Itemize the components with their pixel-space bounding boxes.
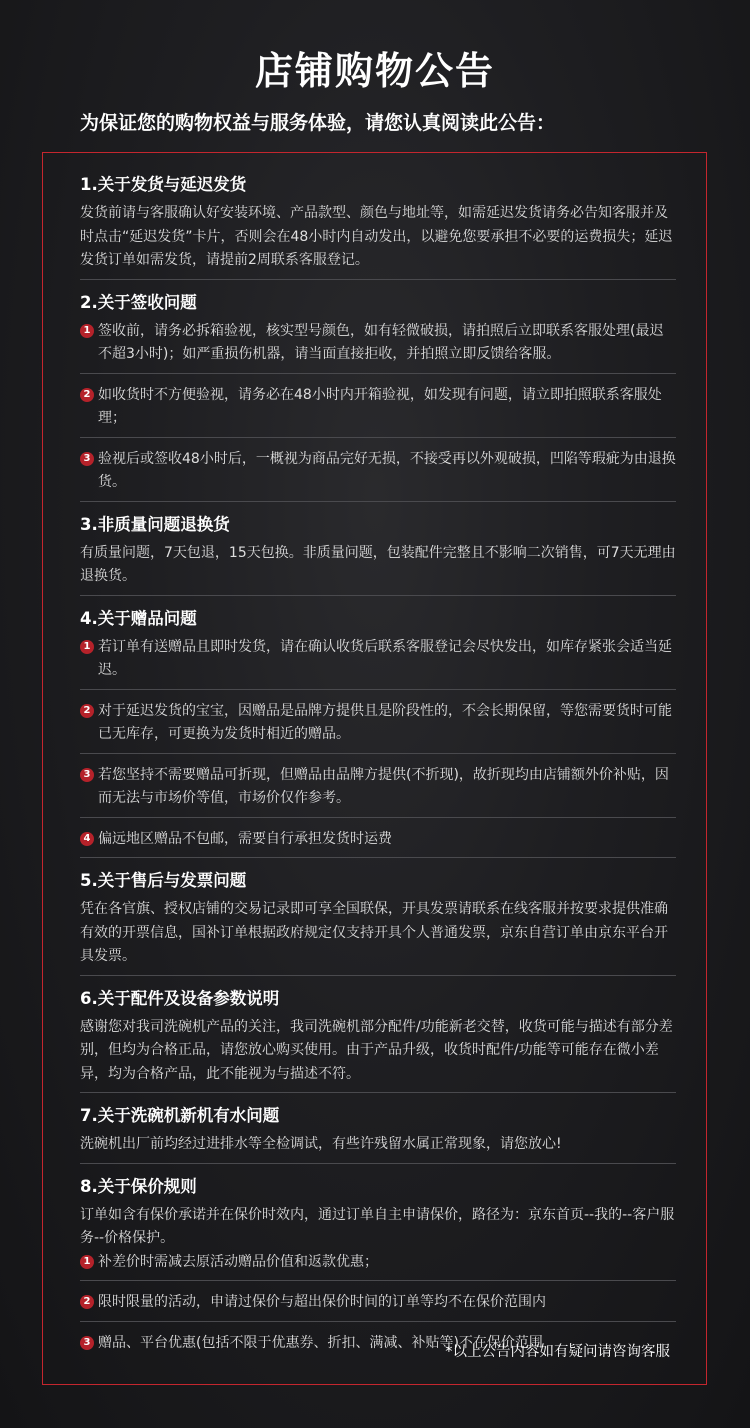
list-item-text: 赠品、平台优惠(包括不限于优惠券、折扣、满减、补贴等)不在保价范围	[98, 1334, 543, 1351]
number-badge-icon: 3	[80, 1336, 94, 1350]
number-badge-icon: 1	[80, 1255, 94, 1269]
page-title: 店铺购物公告	[254, 49, 495, 93]
list-item-text: 若您坚持不需要赠品可折现，但赠品由品牌方提供(不折现)，故折现均由店铺额外价补贴，因而无法与市场价等值，市场价仅作参考。	[98, 766, 669, 806]
section-title: 8.关于保价规则	[80, 1176, 197, 1196]
notice-content	[80, 170, 676, 1355]
divider	[80, 975, 676, 976]
divider	[80, 437, 676, 438]
list-item	[80, 636, 676, 683]
number-badge-icon: 2	[80, 704, 94, 718]
list-item	[80, 448, 676, 495]
divider	[80, 279, 676, 280]
divider	[80, 857, 676, 858]
divider	[80, 1280, 676, 1281]
section-accessories	[80, 986, 676, 1087]
divider	[80, 1092, 676, 1093]
section-title: 2.关于签收问题	[80, 292, 197, 312]
list-item	[80, 764, 676, 811]
list-item-text: 验视后或签收48小时后，一概视为商品完好无损，不接受再以外观破损，凹陷等瑕疵为由退换货。	[98, 450, 676, 490]
section-text: 订单如含有保价承诺并在保价时效内，通过订单自主申请保价，路径为：京东首页--我的--客户服务--价格保护。	[80, 1206, 675, 1246]
section-title: 1.关于发货与延迟发货	[80, 175, 247, 194]
number-badge-icon: 2	[80, 388, 94, 402]
list-item-text: 签收前，请务必拆箱验视，核实型号颜色，如有轻微破损，请拍照后立即联系客服处理(最迟不超3小时)；如严重损伤机器，请当面直接拒收，并拍照立即反馈给客服。	[98, 322, 664, 362]
divider	[80, 1321, 676, 1322]
divider	[80, 689, 676, 690]
divider	[80, 817, 676, 818]
section-aftersales	[80, 868, 676, 969]
section-gifts	[80, 606, 676, 852]
number-badge-icon: 3	[80, 452, 94, 466]
section-text: 发货前请与客服确认好安装环境、产品款型、颜色与地址等，如需延迟发货请务必告知客服并及时点击“延迟发货”卡片，否则会在48小时内自动发出，以避免您要承担不必要的运费损失；延迟发货订单如需发货，请提前2周联系客服登记。	[80, 205, 673, 268]
intro-text: 为保证您的购物权益与服务体验，请您认真阅读此公告：	[80, 112, 556, 134]
list-item	[80, 1251, 676, 1275]
list-item-text: 对于延迟发货的宝宝，因赠品是品牌方提供且是阶段性的，不会长期保留，等您需要货时可能已无库存，可更换为发货时相近的赠品。	[98, 702, 672, 742]
section-title: 7.关于洗碗机新机有水问题	[80, 1106, 280, 1125]
section-shipping	[80, 172, 676, 273]
list-item	[80, 384, 676, 431]
section-text: 凭在各官旗、授权店铺的交易记录即可享全国联保，开具发票请联系在线客服并按要求提供准确有效的开票信息，国补订单根据政府规定仅支持开具个人普通发票，京东自营订单由京东平台开具发票。	[80, 901, 668, 964]
number-badge-icon: 4	[80, 832, 94, 846]
section-text: 感谢您对我司洗碗机产品的关注，我司洗碗机部分配件/功能新老交替，收货可能与描述有部分差别，但均为合格正品，请您放心购买使用。由于产品升级，收货时配件/功能等可能存在微小差异，均为合格产品，此不能视为与描述不符。	[80, 1018, 673, 1082]
section-receipt	[80, 290, 676, 495]
section-returns	[80, 512, 676, 589]
section-title: 5.关于售后与发票问题	[80, 871, 247, 890]
section-water	[80, 1103, 676, 1157]
number-badge-icon: 2	[80, 1295, 94, 1309]
list-item	[80, 828, 676, 852]
section-title: 6.关于配件及设备参数说明	[80, 988, 280, 1008]
divider	[80, 1163, 676, 1164]
list-item-text: 若订单有送赠品且即时发货，请在确认收货后联系客服登记会尽快发出，如库存紧张会适当延迟。	[98, 638, 672, 678]
list-item-text: 限时限量的活动，申请过保价与超出保价时间的订单等均不在保价范围内	[98, 1294, 546, 1310]
divider	[80, 595, 676, 596]
list-item	[80, 1291, 676, 1315]
number-badge-icon: 1	[80, 640, 94, 654]
section-text: 洗碗机出厂前均经过进排水等全检调试，有些许残留水属正常现象，请您放心!	[80, 1136, 562, 1152]
section-title: 4.关于赠品问题	[80, 608, 197, 628]
list-item-text: 偏远地区赠品不包邮，需要自行承担发货时运费	[98, 830, 392, 847]
number-badge-icon: 3	[80, 768, 94, 782]
number-badge-icon: 1	[80, 324, 94, 338]
section-price-protection	[80, 1174, 676, 1356]
divider	[80, 373, 676, 374]
section-text: 有质量问题，7天包退，15天包换。非质量问题，包装配件完整且不影响二次销售，可7天无理由退换货。	[80, 544, 676, 584]
list-item	[80, 320, 676, 367]
footer-note: *以上公告内容如有疑问请咨询客服	[445, 1344, 670, 1360]
list-item	[80, 700, 676, 747]
divider	[80, 753, 676, 754]
list-item-text: 如收货时不方便验视，请务必在48小时内开箱验视，如发现有问题，请立即拍照联系客服处理；	[98, 386, 662, 426]
section-title: 3.非质量问题退换货	[80, 514, 230, 534]
divider	[80, 501, 676, 502]
list-item-text: 补差价时需减去原活动赠品价值和返款优惠；	[98, 1253, 378, 1270]
